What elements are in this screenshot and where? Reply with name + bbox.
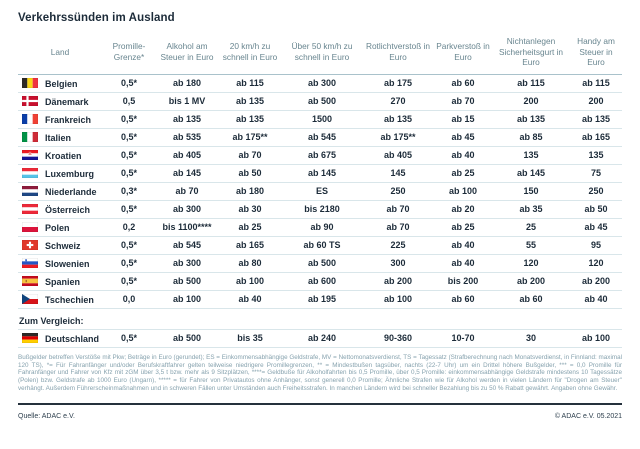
value-cell: ab 500 xyxy=(282,254,362,272)
column-header-nichtanlegen-sicherheitsgurt-in-euro: Nichtanlegen Sicherheitsgurt in Euro xyxy=(492,34,570,74)
table-row-schweiz xyxy=(18,236,622,254)
value-cell: ab 60 xyxy=(434,290,492,308)
value-cell: 150 xyxy=(492,182,570,200)
value-cell: ab 85 xyxy=(492,128,570,146)
flag-niederlande-icon xyxy=(22,186,38,196)
value-cell: 0,5* xyxy=(102,236,156,254)
value-cell: ab 20 xyxy=(434,200,492,218)
value-cell: ab 135 xyxy=(362,110,434,128)
country-cell xyxy=(18,272,102,290)
flag-osterreich-icon xyxy=(22,204,38,214)
country-cell xyxy=(18,254,102,272)
value-cell: 0,5* xyxy=(102,272,156,290)
value-cell: ab 180 xyxy=(218,182,282,200)
page-title: Verkehrssünden im Ausland xyxy=(18,12,175,24)
value-cell: ab 405 xyxy=(362,146,434,164)
value-cell: ab 135 xyxy=(218,110,282,128)
value-cell: ab 500 xyxy=(156,272,218,290)
country-cell xyxy=(18,92,102,110)
value-cell: 200 xyxy=(492,92,570,110)
column-header-handy-am-steuer-in-euro: Handy am Steuer in Euro xyxy=(570,34,622,74)
value-cell: bis 35 xyxy=(218,329,282,347)
country-name: Frankreich xyxy=(45,114,92,125)
country-cell xyxy=(18,290,102,308)
table-row-deutschland xyxy=(18,329,622,347)
value-cell: ab 545 xyxy=(156,236,218,254)
value-cell: ab 100 xyxy=(362,290,434,308)
flag-luxemburg-icon xyxy=(22,168,38,178)
table-header xyxy=(18,34,622,74)
value-cell: ab 30 xyxy=(218,200,282,218)
value-cell: ab 200 xyxy=(570,272,622,290)
country-name: Tschechien xyxy=(45,294,94,305)
country-name: Schweiz xyxy=(45,240,81,251)
value-cell: ab 90 xyxy=(282,218,362,236)
country-cell xyxy=(18,329,102,347)
value-cell: ab 545 xyxy=(282,128,362,146)
value-cell: 120 xyxy=(492,254,570,272)
value-cell: 0,5 xyxy=(102,92,156,110)
country-name: Dänemark xyxy=(45,96,89,107)
value-cell: bis 1 MV xyxy=(156,92,218,110)
value-cell: 55 xyxy=(492,236,570,254)
value-cell: 145 xyxy=(362,164,434,182)
value-cell: 250 xyxy=(570,182,622,200)
flag-slowenien-icon xyxy=(22,258,38,268)
value-cell: ab 165 xyxy=(218,236,282,254)
value-cell: 10-70 xyxy=(434,329,492,347)
value-cell: ab 600 xyxy=(282,272,362,290)
value-cell: ab 100 xyxy=(570,329,622,347)
value-cell: ab 70 xyxy=(362,200,434,218)
value-cell: ab 200 xyxy=(492,272,570,290)
value-cell: ab 195 xyxy=(282,290,362,308)
value-cell: ab 40 xyxy=(434,236,492,254)
value-cell: ab 35 xyxy=(492,200,570,218)
country-name: Kroatien xyxy=(45,150,82,161)
value-cell: ab 70 xyxy=(434,92,492,110)
value-cell: 95 xyxy=(570,236,622,254)
value-cell: ab 535 xyxy=(156,128,218,146)
value-cell: ab 60 TS xyxy=(282,236,362,254)
value-cell: ab 165 xyxy=(570,128,622,146)
country-cell xyxy=(18,74,102,92)
value-cell: 25 xyxy=(492,218,570,236)
value-cell: ab 25 xyxy=(218,218,282,236)
value-cell: ab 135 xyxy=(492,110,570,128)
value-cell: ab 115 xyxy=(218,74,282,92)
value-cell: ab 60 xyxy=(434,74,492,92)
value-cell: 0,5* xyxy=(102,128,156,146)
value-cell: ab 115 xyxy=(570,74,622,92)
value-cell: 135 xyxy=(492,146,570,164)
value-cell: ab 180 xyxy=(156,74,218,92)
value-cell: 75 xyxy=(570,164,622,182)
country-cell xyxy=(18,146,102,164)
flag-kroatien-icon xyxy=(22,150,38,160)
table-row-osterreich xyxy=(18,200,622,218)
value-cell: ab 135 xyxy=(218,92,282,110)
value-cell: ab 70 xyxy=(362,218,434,236)
value-cell: ab 70 xyxy=(218,146,282,164)
column-header-promille-grenze-: Promille-Grenze* xyxy=(102,34,156,74)
table-row-italien xyxy=(18,128,622,146)
flag-belgien-icon xyxy=(22,78,38,88)
value-cell: ab 50 xyxy=(218,164,282,182)
value-cell: 0,5* xyxy=(102,110,156,128)
source-label: Quelle: ADAC e.V. xyxy=(18,413,75,421)
value-cell: ab 175** xyxy=(362,128,434,146)
country-name: Niederlande xyxy=(45,186,97,197)
value-cell: 0,0 xyxy=(102,290,156,308)
comparison-label-row xyxy=(18,314,622,330)
value-cell: ab 70 xyxy=(156,182,218,200)
column-header-land: Land xyxy=(18,34,102,74)
column-header-uber-50-km-h-zu-schnell-in-euro: Über 50 km/h zu schnell in Euro xyxy=(282,34,362,74)
value-cell: ab 675 xyxy=(282,146,362,164)
table-row-danemark xyxy=(18,92,622,110)
copyright-label: © ADAC e.V. 05.2021 xyxy=(554,413,622,421)
fines-table xyxy=(18,34,622,348)
footer-divider xyxy=(18,403,622,405)
value-cell: 0,5* xyxy=(102,200,156,218)
footer xyxy=(18,413,622,420)
flag-deutschland-icon xyxy=(22,333,38,343)
table-row-frankreich xyxy=(18,110,622,128)
value-cell: ES xyxy=(282,182,362,200)
value-cell: ab 45 xyxy=(434,128,492,146)
table-row-belgien xyxy=(18,74,622,92)
value-cell: ab 100 xyxy=(434,182,492,200)
value-cell: 135 xyxy=(570,146,622,164)
value-cell: ab 100 xyxy=(218,272,282,290)
flag-polen-icon xyxy=(22,222,38,232)
flag-italien-icon xyxy=(22,132,38,142)
value-cell: 0,5* xyxy=(102,254,156,272)
value-cell: bis 200 xyxy=(434,272,492,290)
value-cell: ab 200 xyxy=(362,272,434,290)
value-cell: ab 300 xyxy=(156,200,218,218)
footnote-text: Bußgelder betreffen Verstöße mit Pkw; Beträge in Euro (gerundet); ES = Einkommensabhängige Geldstrafe, MV = Nettomonatsverdienst, TS = Tagessatz (Strafberechnung nach Monatsverdienst, in Finnland: maximal 120 TS), *= Für Fahranfänger und/oder Berufskraftfahrer gelten teilweise niedrigere Promillegrenzen, ** = Mindestbußen tagsüber, nachts (22-7 Uhr) um ein Drittel höhere Bußgelder, *** = 0,0 Promille für Fahranfänger und Fahrer von Kfz mit zGM über 3,5 t bzw. mehr als 9 Sitzplätzen, ****= Geldbuße für Alkoholfahrten bis 0,5 Promille, über 0,5 Promille: einkommensabhängige Geldstrafe mindestens 10 Tagessätze (Polen) bzw. Geldstrafe ab 1000 Euro (Ungarn), ***** = für Fahrer von Privatautos ohne Anhänger, sonst generell 0,0 Promille; Ähnliche Strafen wie für Alkohol werden in vielen Ländern für "Drogen am Steuer" verhängt. Außerdem Führerscheinmaßnahmen und in schweren Fällen unter Umständen auch Freiheitsstrafen. In manchen Ländern wird bei schneller Bezahlung bis zu 50 % Rabatt gewährt. Angaben ohne Gewähr. xyxy=(18,353,622,392)
column-header-alkohol-am-steuer-in-euro: Alkohol am Steuer in Euro xyxy=(156,34,218,74)
country-name: Spanien xyxy=(45,276,81,287)
value-cell: bis 1100**** xyxy=(156,218,218,236)
value-cell: ab 40 xyxy=(434,254,492,272)
country-name: Luxemburg xyxy=(45,168,95,179)
value-cell: 0,5* xyxy=(102,74,156,92)
flag-schweiz-icon xyxy=(22,240,38,250)
value-cell: 200 xyxy=(570,92,622,110)
value-cell: 120 xyxy=(570,254,622,272)
country-cell xyxy=(18,200,102,218)
value-cell: ab 25 xyxy=(434,164,492,182)
country-name: Belgien xyxy=(45,78,78,89)
value-cell: ab 300 xyxy=(156,254,218,272)
value-cell: ab 60 xyxy=(492,290,570,308)
column-header-20-km-h-zu-schnell-in-euro: 20 km/h zu schnell in Euro xyxy=(218,34,282,74)
value-cell: ab 300 xyxy=(282,74,362,92)
value-cell: 225 xyxy=(362,236,434,254)
table-body xyxy=(18,74,622,347)
value-cell: 90-360 xyxy=(362,329,434,347)
value-cell: 0,5* xyxy=(102,146,156,164)
value-cell: ab 175 xyxy=(362,74,434,92)
value-cell: 250 xyxy=(362,182,434,200)
country-name: Österreich xyxy=(45,204,91,215)
country-name: Italien xyxy=(45,132,72,143)
flag-danemark-icon xyxy=(22,96,38,106)
value-cell: 270 xyxy=(362,92,434,110)
flag-frankreich-icon xyxy=(22,114,38,124)
value-cell: ab 50 xyxy=(570,200,622,218)
value-cell: 300 xyxy=(362,254,434,272)
value-cell: 0,3* xyxy=(102,182,156,200)
country-cell xyxy=(18,182,102,200)
value-cell: 30 xyxy=(492,329,570,347)
country-name: Deutschland xyxy=(45,333,100,344)
column-header-rotlichtverstoss-in-euro: Rotlichtverstoß in Euro xyxy=(362,34,434,74)
comparison-label: Zum Vergleich: xyxy=(18,314,622,330)
column-header-parkverstoss-in-euro: Parkverstoß in Euro xyxy=(434,34,492,74)
country-name: Polen xyxy=(45,222,70,233)
value-cell: 0,5* xyxy=(102,329,156,347)
value-cell: ab 240 xyxy=(282,329,362,347)
value-cell: ab 145 xyxy=(492,164,570,182)
table-row-polen xyxy=(18,218,622,236)
value-cell: bis 2180 xyxy=(282,200,362,218)
country-cell xyxy=(18,128,102,146)
country-name: Slowenien xyxy=(45,258,90,269)
country-cell xyxy=(18,164,102,182)
country-cell xyxy=(18,236,102,254)
value-cell: ab 40 xyxy=(434,146,492,164)
table-row-kroatien xyxy=(18,146,622,164)
value-cell: ab 115 xyxy=(492,74,570,92)
value-cell: ab 100 xyxy=(156,290,218,308)
value-cell: ab 175** xyxy=(218,128,282,146)
table-row-tschechien xyxy=(18,290,622,308)
value-cell: ab 80 xyxy=(218,254,282,272)
value-cell: ab 145 xyxy=(156,164,218,182)
value-cell: 0,2 xyxy=(102,218,156,236)
value-cell: 0,5* xyxy=(102,164,156,182)
header-row xyxy=(18,34,622,74)
country-cell xyxy=(18,110,102,128)
country-cell xyxy=(18,218,102,236)
value-cell: ab 135 xyxy=(156,110,218,128)
value-cell: ab 25 xyxy=(434,218,492,236)
value-cell: ab 135 xyxy=(570,110,622,128)
table-row-luxemburg xyxy=(18,164,622,182)
table-row-niederlande xyxy=(18,182,622,200)
value-cell: ab 500 xyxy=(156,329,218,347)
table-row-slowenien xyxy=(18,254,622,272)
value-cell: ab 40 xyxy=(570,290,622,308)
value-cell: ab 500 xyxy=(282,92,362,110)
value-cell: ab 405 xyxy=(156,146,218,164)
value-cell: ab 45 xyxy=(570,218,622,236)
value-cell: ab 15 xyxy=(434,110,492,128)
value-cell: 1500 xyxy=(282,110,362,128)
value-cell: ab 40 xyxy=(218,290,282,308)
value-cell: ab 145 xyxy=(282,164,362,182)
table-row-spanien xyxy=(18,272,622,290)
flag-spanien-icon xyxy=(22,276,38,286)
flag-tschechien-icon xyxy=(22,294,38,304)
